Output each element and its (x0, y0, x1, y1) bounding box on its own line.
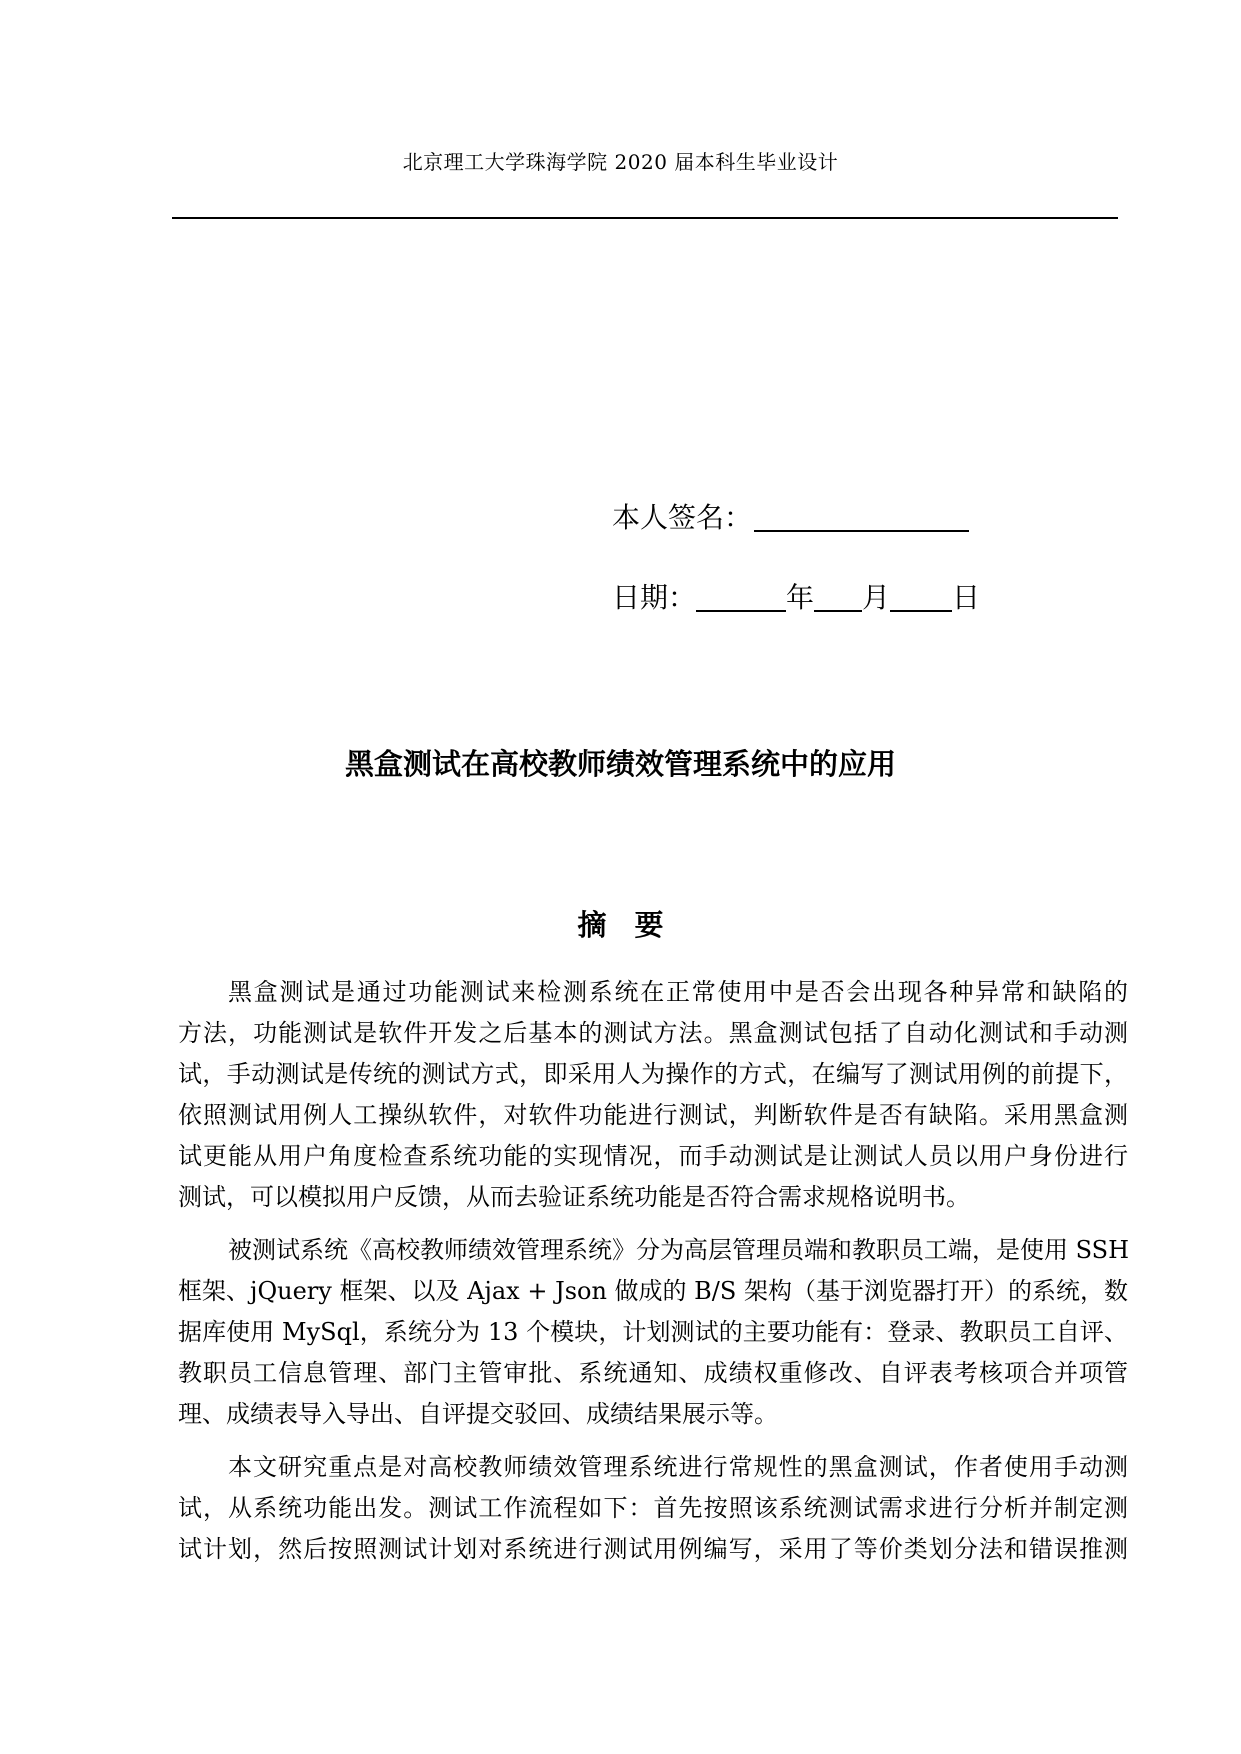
text-line: 方法，功能测试是软件开发之后基本的测试方法。黑盒测试包括了自动化测试和手动测 (178, 1019, 1128, 1047)
running-header: 北京理工大学珠海学院 2020 届本科生毕业设计 (402, 150, 839, 174)
signature-blank (754, 500, 969, 532)
day-label: 日 (952, 581, 981, 614)
abstract-heading: 摘要 (577, 908, 692, 942)
text-line: 理、成绩表导入导出、自评提交驳回、成绩结果展示等。 (178, 1400, 778, 1428)
text-line: 教职员工信息管理、部门主管审批、系统通知、成绩权重修改、自评表考核项合并项管 (178, 1359, 1128, 1387)
signature-row (612, 496, 980, 532)
month-blank (814, 580, 862, 612)
text-line: 被测试系统《高校教师绩效管理系统》分为高层管理员端和教职员工端，是使用 SSH (228, 1236, 1130, 1264)
year-blank (696, 580, 786, 612)
abstract-body (178, 972, 1128, 1582)
text-line: 试，从系统功能出发。测试工作流程如下：首先按照该系统测试需求进行分析并制定测 (178, 1494, 1128, 1522)
abstract-paragraph-2 (178, 1230, 1128, 1435)
abstract-paragraph-3 (178, 1447, 1128, 1570)
day-blank (890, 580, 952, 612)
abstract-paragraph-1 (178, 972, 1128, 1218)
year-label: 年 (786, 581, 815, 614)
month-label: 月 (862, 581, 891, 614)
date-row (612, 576, 980, 612)
date-label: 日期： (612, 581, 697, 614)
text-line: 据库使用 MySql，系统分为 13 个模块，计划测试的主要功能有：登录、教职员工自评、 (178, 1318, 1128, 1346)
text-line: 试更能从用户角度检查系统功能的实现情况，而手动测试是让测试人员以用户身份进行 (178, 1142, 1128, 1170)
text-line: 黑盒测试是通过功能测试来检测系统在正常使用中是否会出现各种异常和缺陷的 (228, 978, 1128, 1006)
thesis-title: 黑盒测试在高校教师绩效管理系统中的应用 (344, 747, 896, 781)
text-line: 依照测试用例人工操纵软件，对软件功能进行测试，判断软件是否有缺陷。采用黑盒测 (178, 1101, 1128, 1129)
signature-label: 本人签名： (612, 501, 753, 534)
text-line: 试计划，然后按照测试计划对系统进行测试用例编写，采用了等价类划分法和错误推测 (178, 1535, 1128, 1563)
text-line: 框架、jQuery 框架、以及 Ajax + Json 做成的 B/S 架构（基于浏览器打开）的系统，数 (178, 1277, 1128, 1305)
text-line: 测试，可以模拟用户反馈，从而去验证系统功能是否符合需求规格说明书。 (178, 1183, 970, 1211)
signature-block (612, 496, 980, 612)
text-line: 本文研究重点是对高校教师绩效管理系统进行常规性的黑盒测试，作者使用手动测 (228, 1453, 1128, 1481)
text-line: 试，手动测试是传统的测试方式，即采用人为操作的方式，在编写了测试用例的前提下， (178, 1060, 1128, 1088)
header-rule (172, 217, 1118, 219)
